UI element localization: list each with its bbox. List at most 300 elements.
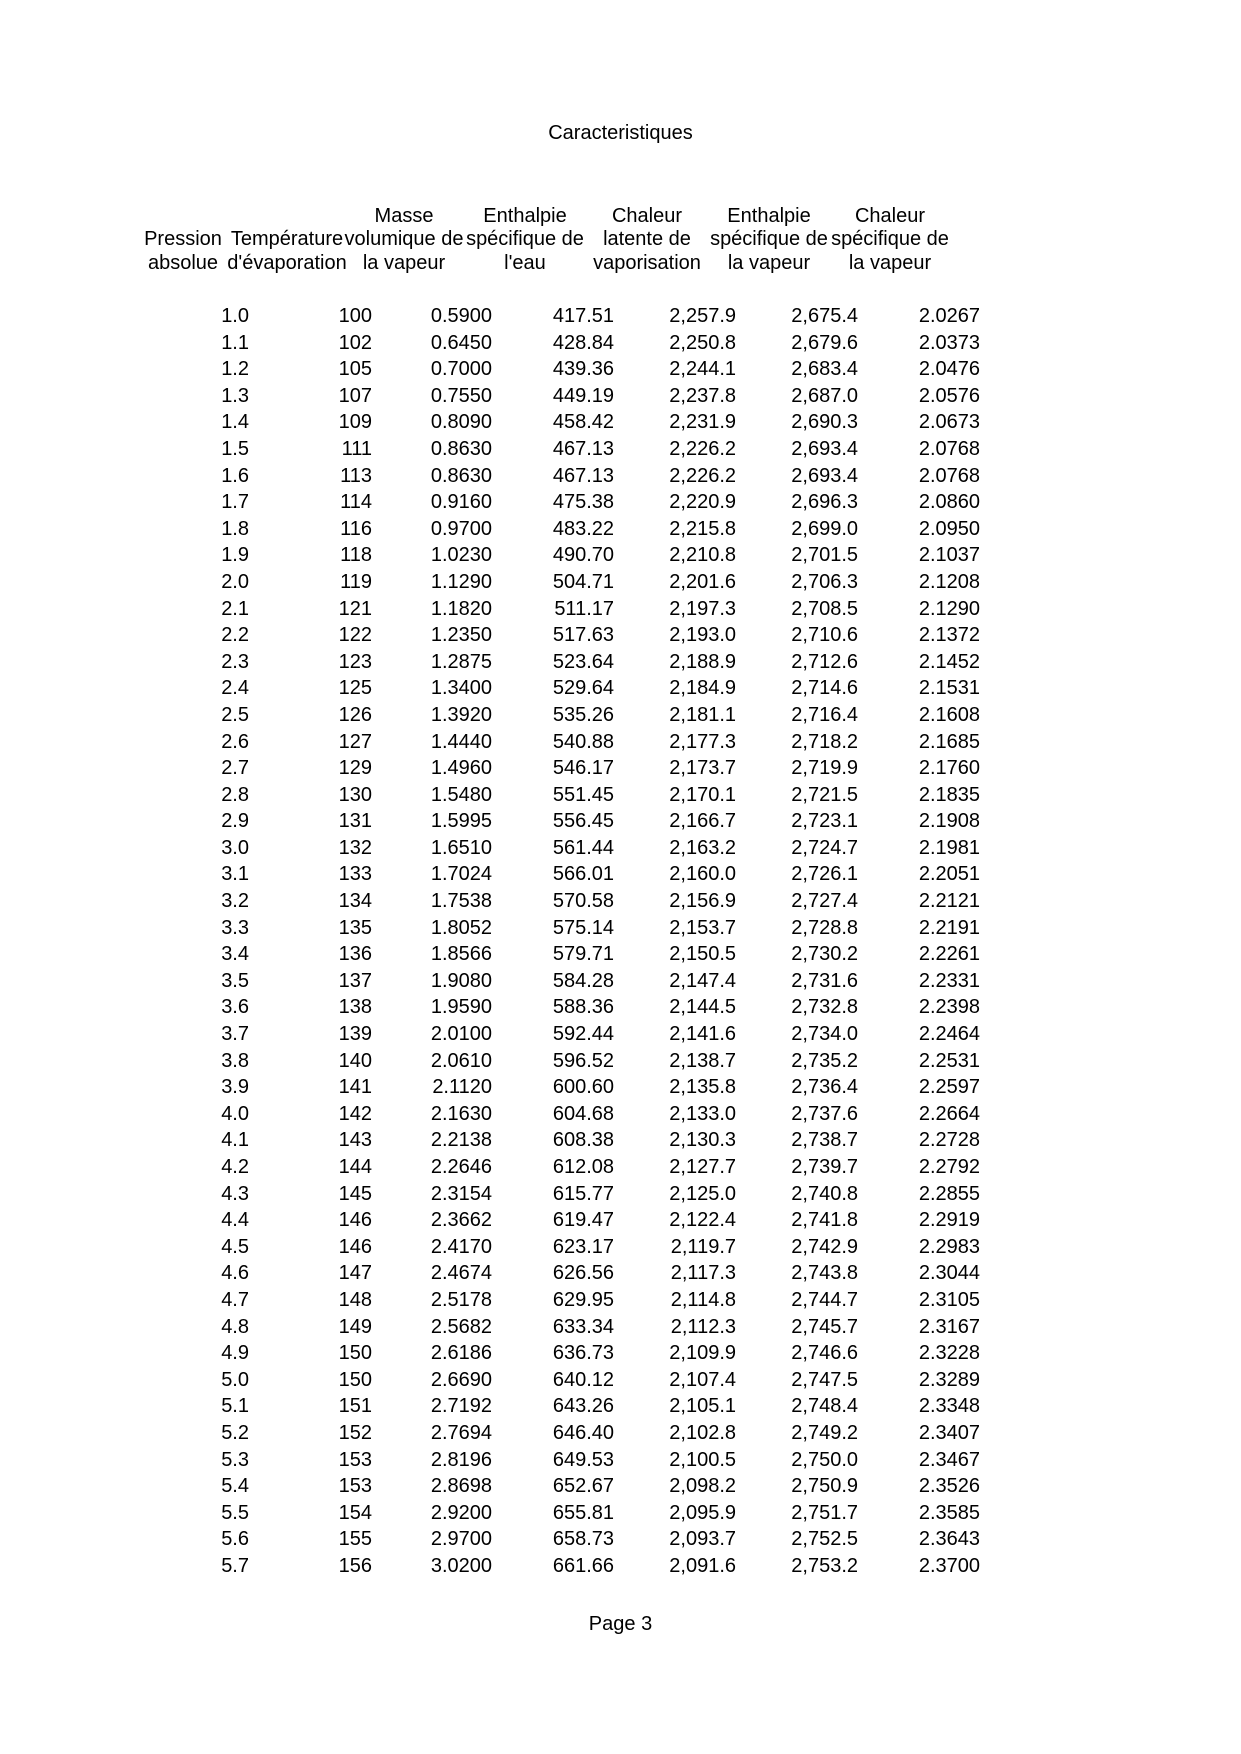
cell-pression: 1.9 [221, 544, 249, 567]
cell-chaleur-latente: 2,177.3 [669, 730, 736, 753]
cell-masse-volumique: 1.2875 [430, 650, 492, 673]
cell-masse-volumique: 3.0200 [430, 1554, 492, 1577]
cell-masse-volumique: 2.4170 [430, 1235, 492, 1258]
cell-temperature: 111 [341, 437, 372, 460]
cell-chaleur-latente: 2,144.5 [669, 996, 736, 1019]
cell-enthalpie-vapeur: 2,727.4 [791, 890, 858, 913]
cell-chaleur-specifique: 2.1835 [918, 783, 980, 806]
cell-temperature: 136 [338, 943, 372, 966]
table-row [132, 356, 1057, 383]
table-row [132, 1048, 1057, 1075]
cell-enthalpie-vapeur: 2,706.3 [791, 570, 858, 593]
table-row [132, 994, 1057, 1021]
cell-enthalpie-vapeur: 2,712.6 [791, 650, 858, 673]
cell-chaleur-specifique: 2.2919 [918, 1209, 980, 1232]
cell-pression: 1.1 [221, 331, 249, 354]
cell-enthalpie-eau: 661.66 [552, 1554, 614, 1577]
table-row [132, 915, 1057, 942]
cell-temperature: 144 [338, 1156, 372, 1178]
cell-pression: 5.7 [221, 1554, 249, 1577]
cell-enthalpie-vapeur: 2,730.2 [791, 943, 858, 966]
cell-chaleur-specifique: 2.1290 [918, 597, 980, 620]
cell-pression: 3.5 [221, 969, 249, 992]
cell-chaleur-specifique: 2.2597 [918, 1076, 980, 1099]
cell-enthalpie-eau: 439.36 [552, 358, 614, 381]
cell-enthalpie-eau: 596.52 [552, 1049, 614, 1072]
table-row [132, 1473, 1057, 1500]
table-row [132, 383, 1057, 410]
cell-enthalpie-eau: 467.13 [552, 464, 614, 487]
cell-temperature: 116 [340, 517, 372, 540]
cell-enthalpie-eau: 504.71 [552, 570, 614, 593]
cell-chaleur-latente: 2,100.5 [669, 1448, 736, 1471]
cell-enthalpie-vapeur: 2,748.4 [791, 1395, 858, 1418]
table-row [132, 1447, 1057, 1474]
cell-masse-volumique: 2.1120 [432, 1076, 492, 1099]
cell-chaleur-specifique: 2.1037 [918, 544, 980, 567]
table-row [132, 729, 1057, 756]
cell-masse-volumique: 0.6450 [430, 331, 492, 354]
cell-pression: 1.2 [221, 358, 249, 381]
table-row [132, 808, 1057, 835]
cell-temperature: 135 [338, 916, 372, 939]
cell-chaleur-specifique: 2.2792 [918, 1156, 980, 1178]
cell-pression: 4.8 [221, 1315, 249, 1338]
cell-enthalpie-eau: 570.58 [552, 890, 614, 913]
cell-enthalpie-vapeur: 2,752.5 [791, 1528, 858, 1551]
table-row [132, 1260, 1057, 1287]
cell-chaleur-specifique: 2.1908 [918, 810, 980, 833]
cell-chaleur-latente: 2,135.8 [669, 1076, 736, 1099]
cell-enthalpie-vapeur: 2,687.0 [791, 384, 858, 407]
cell-enthalpie-eau: 575.14 [552, 916, 614, 939]
table-row [132, 941, 1057, 968]
cell-enthalpie-vapeur: 2,734.0 [791, 1023, 858, 1046]
cell-chaleur-latente: 2,231.9 [669, 411, 736, 434]
table-row [132, 968, 1057, 995]
cell-chaleur-latente: 2,237.8 [669, 384, 736, 407]
cell-chaleur-specifique: 2.3348 [918, 1395, 980, 1418]
table-row [132, 489, 1057, 516]
table-row [132, 1393, 1057, 1420]
cell-chaleur-specifique: 2.2121 [918, 890, 980, 913]
cell-chaleur-specifique: 2.2464 [918, 1023, 980, 1046]
cell-enthalpie-eau: 546.17 [552, 757, 614, 780]
cell-chaleur-specifique: 2.3643 [918, 1528, 980, 1551]
cell-chaleur-latente: 2,125.0 [669, 1182, 736, 1205]
cell-chaleur-latente: 2,250.8 [669, 331, 736, 354]
cell-masse-volumique: 2.2138 [430, 1129, 492, 1152]
cell-enthalpie-eau: 592.44 [552, 1023, 614, 1046]
cell-enthalpie-eau: 561.44 [552, 836, 614, 859]
cell-chaleur-latente: 2,105.1 [669, 1395, 736, 1418]
cell-temperature: 153 [338, 1475, 372, 1498]
cell-chaleur-specifique: 2.2331 [918, 969, 980, 992]
cell-pression: 4.9 [221, 1342, 249, 1365]
cell-temperature: 156 [338, 1554, 372, 1577]
table-row [132, 888, 1057, 915]
cell-temperature: 151 [338, 1395, 372, 1418]
cell-masse-volumique: 0.8630 [430, 437, 492, 460]
cell-enthalpie-eau: 556.45 [552, 810, 614, 833]
cell-enthalpie-eau: 623.17 [552, 1235, 614, 1258]
cell-temperature: 146 [338, 1235, 372, 1258]
cell-temperature: 150 [338, 1342, 372, 1365]
table-row [132, 755, 1057, 782]
cell-enthalpie-vapeur: 2,741.8 [791, 1209, 858, 1232]
cell-temperature: 138 [338, 996, 372, 1019]
cell-masse-volumique: 1.9080 [430, 969, 492, 992]
cell-enthalpie-vapeur: 2,747.5 [791, 1368, 858, 1391]
cell-temperature: 154 [338, 1501, 372, 1524]
cell-pression: 1.3 [221, 384, 249, 407]
cell-chaleur-specifique: 2.3167 [918, 1315, 980, 1338]
cell-chaleur-latente: 2,210.8 [669, 544, 736, 567]
cell-enthalpie-vapeur: 2,724.7 [791, 836, 858, 859]
table-row [132, 1127, 1057, 1154]
cell-chaleur-specifique: 2.3585 [918, 1501, 980, 1524]
table-row [132, 516, 1057, 543]
cell-chaleur-specifique: 2.3105 [918, 1288, 980, 1311]
cell-chaleur-latente: 2,215.8 [669, 517, 736, 540]
cell-pression: 1.0 [221, 305, 249, 327]
cell-temperature: 121 [338, 597, 372, 620]
page-title: Caracteristiques [548, 122, 693, 144]
table-row [132, 436, 1057, 463]
cell-masse-volumique: 2.2646 [430, 1156, 492, 1178]
table-row [132, 1500, 1057, 1527]
cell-temperature: 126 [338, 703, 372, 726]
cell-temperature: 123 [338, 650, 372, 673]
table-row [132, 1021, 1057, 1048]
cell-enthalpie-vapeur: 2,731.6 [791, 969, 858, 992]
cell-enthalpie-eau: 604.68 [552, 1102, 614, 1125]
cell-pression: 2.4 [221, 677, 249, 700]
table-row [132, 675, 1057, 702]
cell-enthalpie-vapeur: 2,743.8 [791, 1262, 858, 1285]
cell-enthalpie-vapeur: 2,732.8 [791, 996, 858, 1019]
table-row [132, 1553, 1057, 1580]
cell-masse-volumique: 1.3920 [430, 703, 492, 726]
cell-pression: 2.6 [221, 730, 249, 753]
column-header-pression: Pression absolue [144, 228, 222, 274]
cell-chaleur-specifique: 2.0950 [918, 517, 980, 540]
cell-masse-volumique: 1.1820 [430, 597, 492, 620]
cell-temperature: 125 [338, 677, 372, 700]
cell-chaleur-latente: 2,160.0 [669, 863, 736, 886]
cell-temperature: 127 [338, 730, 372, 753]
cell-pression: 5.2 [221, 1421, 249, 1444]
cell-temperature: 109 [338, 411, 372, 434]
column-header-chaleur-specifique: Chaleur spécifique de la vapeur [831, 204, 949, 274]
table-row [132, 861, 1057, 888]
cell-temperature: 147 [338, 1262, 372, 1285]
cell-temperature: 129 [338, 757, 372, 780]
table-row [132, 1207, 1057, 1234]
cell-chaleur-specifique: 2.2855 [918, 1182, 980, 1205]
cell-temperature: 100 [338, 305, 372, 327]
cell-enthalpie-vapeur: 2,753.2 [791, 1554, 858, 1577]
cell-chaleur-specifique: 2.2531 [918, 1049, 980, 1072]
cell-chaleur-latente: 2,127.7 [669, 1156, 736, 1178]
cell-masse-volumique: 1.6510 [430, 836, 492, 859]
cell-masse-volumique: 0.5900 [430, 305, 492, 327]
cell-temperature: 132 [338, 836, 372, 859]
cell-temperature: 140 [338, 1049, 372, 1072]
cell-chaleur-latente: 2,102.8 [669, 1421, 736, 1444]
cell-masse-volumique: 2.5178 [430, 1288, 492, 1311]
cell-chaleur-latente: 2,138.7 [669, 1049, 736, 1072]
cell-pression: 2.0 [221, 570, 249, 593]
table-row [132, 596, 1057, 623]
cell-enthalpie-eau: 467.13 [552, 437, 614, 460]
cell-enthalpie-vapeur: 2,716.4 [791, 703, 858, 726]
cell-temperature: 119 [340, 570, 372, 593]
cell-pression: 1.8 [221, 517, 249, 540]
cell-chaleur-latente: 2,109.9 [669, 1342, 736, 1365]
cell-masse-volumique: 1.8052 [430, 916, 492, 939]
cell-temperature: 155 [338, 1528, 372, 1551]
cell-enthalpie-vapeur: 2,739.7 [791, 1156, 858, 1178]
cell-chaleur-latente: 2,119.7 [670, 1235, 736, 1258]
cell-pression: 2.2 [221, 624, 249, 647]
cell-pression: 4.7 [221, 1288, 249, 1311]
cell-enthalpie-eau: 523.64 [552, 650, 614, 673]
cell-masse-volumique: 2.7192 [430, 1395, 492, 1418]
cell-masse-volumique: 1.5480 [430, 783, 492, 806]
cell-chaleur-specifique: 2.3526 [918, 1475, 980, 1498]
data-table [132, 303, 1057, 1580]
cell-chaleur-latente: 2,133.0 [669, 1102, 736, 1125]
cell-enthalpie-eau: 619.47 [552, 1209, 614, 1232]
cell-pression: 1.6 [221, 464, 249, 487]
cell-enthalpie-vapeur: 2,749.2 [791, 1421, 858, 1444]
cell-chaleur-specifique: 2.3289 [918, 1368, 980, 1391]
cell-enthalpie-eau: 475.38 [552, 491, 614, 514]
cell-pression: 5.4 [221, 1475, 249, 1498]
cell-temperature: 148 [338, 1288, 372, 1311]
cell-temperature: 113 [340, 464, 372, 487]
cell-masse-volumique: 1.4960 [430, 757, 492, 780]
cell-chaleur-latente: 2,114.8 [670, 1288, 736, 1311]
cell-enthalpie-vapeur: 2,746.6 [791, 1342, 858, 1365]
cell-enthalpie-eau: 458.42 [552, 411, 614, 434]
cell-chaleur-latente: 2,150.5 [669, 943, 736, 966]
table-row [132, 782, 1057, 809]
cell-chaleur-latente: 2,156.9 [669, 890, 736, 913]
cell-enthalpie-vapeur: 2,745.7 [791, 1315, 858, 1338]
cell-enthalpie-eau: 584.28 [552, 969, 614, 992]
table-row [132, 1420, 1057, 1447]
cell-enthalpie-vapeur: 2,744.7 [791, 1288, 858, 1311]
cell-enthalpie-eau: 600.60 [552, 1076, 614, 1099]
cell-enthalpie-eau: 626.56 [552, 1262, 614, 1285]
cell-masse-volumique: 2.9700 [430, 1528, 492, 1551]
cell-enthalpie-vapeur: 2,683.4 [791, 358, 858, 381]
cell-masse-volumique: 2.7694 [430, 1421, 492, 1444]
cell-enthalpie-eau: 517.63 [552, 624, 614, 647]
cell-pression: 3.4 [221, 943, 249, 966]
cell-enthalpie-eau: 449.19 [552, 384, 614, 407]
cell-enthalpie-eau: 649.53 [552, 1448, 614, 1471]
cell-pression: 4.1 [221, 1129, 249, 1152]
cell-chaleur-specifique: 2.1981 [918, 836, 980, 859]
cell-chaleur-latente: 2,201.6 [669, 570, 736, 593]
cell-temperature: 122 [338, 624, 372, 647]
cell-enthalpie-eau: 529.64 [552, 677, 614, 700]
cell-chaleur-latente: 2,130.3 [669, 1129, 736, 1152]
cell-chaleur-specifique: 2.0860 [918, 491, 980, 514]
cell-enthalpie-eau: 629.95 [552, 1288, 614, 1311]
cell-chaleur-latente: 2,181.1 [669, 703, 736, 726]
cell-enthalpie-vapeur: 2,679.6 [791, 331, 858, 354]
cell-temperature: 133 [338, 863, 372, 886]
cell-enthalpie-eau: 612.08 [552, 1156, 614, 1178]
cell-masse-volumique: 2.5682 [430, 1315, 492, 1338]
cell-pression: 2.7 [221, 757, 249, 780]
cell-enthalpie-eau: 428.84 [552, 331, 614, 354]
cell-chaleur-latente: 2,220.9 [669, 491, 736, 514]
cell-chaleur-specifique: 2.2728 [918, 1129, 980, 1152]
cell-chaleur-latente: 2,257.9 [669, 305, 736, 327]
cell-masse-volumique: 0.8630 [430, 464, 492, 487]
table-row [132, 1314, 1057, 1341]
cell-masse-volumique: 1.7024 [430, 863, 492, 886]
cell-enthalpie-vapeur: 2,735.2 [791, 1049, 858, 1072]
cell-masse-volumique: 2.8698 [430, 1475, 492, 1498]
cell-chaleur-specifique: 2.0476 [918, 358, 980, 381]
cell-enthalpie-eau: 535.26 [552, 703, 614, 726]
cell-temperature: 118 [340, 544, 372, 567]
cell-enthalpie-eau: 643.26 [552, 1395, 614, 1418]
cell-temperature: 107 [338, 384, 372, 407]
table-row [132, 1154, 1057, 1181]
cell-masse-volumique: 2.3662 [430, 1209, 492, 1232]
cell-chaleur-latente: 2,153.7 [669, 916, 736, 939]
cell-pression: 3.9 [221, 1076, 249, 1099]
cell-enthalpie-vapeur: 2,718.2 [791, 730, 858, 753]
cell-temperature: 150 [338, 1368, 372, 1391]
cell-enthalpie-vapeur: 2,740.8 [791, 1182, 858, 1205]
cell-pression: 2.9 [221, 810, 249, 833]
cell-enthalpie-vapeur: 2,723.1 [791, 810, 858, 833]
cell-enthalpie-eau: 652.67 [552, 1475, 614, 1498]
cell-masse-volumique: 0.7550 [430, 384, 492, 407]
cell-chaleur-specifique: 2.3407 [918, 1421, 980, 1444]
cell-enthalpie-eau: 511.17 [554, 597, 614, 620]
cell-enthalpie-vapeur: 2,714.6 [791, 677, 858, 700]
table-row [132, 702, 1057, 729]
cell-masse-volumique: 0.9700 [430, 517, 492, 540]
cell-pression: 3.1 [221, 863, 249, 886]
page-number: Page 3 [588, 1613, 653, 1635]
cell-chaleur-specifique: 2.0768 [918, 464, 980, 487]
cell-chaleur-specifique: 2.1531 [918, 677, 980, 700]
cell-masse-volumique: 1.1290 [430, 570, 492, 593]
cell-temperature: 134 [338, 890, 372, 913]
cell-chaleur-latente: 2,095.9 [669, 1501, 736, 1524]
cell-temperature: 137 [338, 969, 372, 992]
cell-chaleur-specifique: 2.1608 [918, 703, 980, 726]
cell-enthalpie-eau: 646.40 [552, 1421, 614, 1444]
cell-pression: 2.5 [221, 703, 249, 726]
cell-enthalpie-vapeur: 2,701.5 [791, 544, 858, 567]
cell-enthalpie-vapeur: 2,742.9 [791, 1235, 858, 1258]
table-row [132, 1287, 1057, 1314]
cell-enthalpie-eau: 551.45 [552, 783, 614, 806]
table-row [132, 835, 1057, 862]
cell-temperature: 142 [338, 1102, 372, 1125]
cell-enthalpie-vapeur: 2,750.9 [791, 1475, 858, 1498]
cell-enthalpie-eau: 540.88 [552, 730, 614, 753]
cell-pression: 3.2 [221, 890, 249, 913]
cell-temperature: 131 [338, 810, 372, 833]
cell-enthalpie-vapeur: 2,699.0 [791, 517, 858, 540]
cell-pression: 5.3 [221, 1448, 249, 1471]
cell-pression: 4.6 [221, 1262, 249, 1285]
cell-temperature: 153 [338, 1448, 372, 1471]
column-header-enthalpie-eau: Enthalpie spécifique de l'eau [466, 204, 584, 274]
cell-temperature: 105 [338, 358, 372, 381]
cell-enthalpie-eau: 490.70 [552, 544, 614, 567]
cell-enthalpie-eau: 658.73 [552, 1528, 614, 1551]
cell-chaleur-specifique: 2.0267 [918, 305, 980, 327]
cell-chaleur-specifique: 2.2398 [918, 996, 980, 1019]
cell-chaleur-latente: 2,193.0 [669, 624, 736, 647]
cell-masse-volumique: 2.0100 [430, 1023, 492, 1046]
table-row [132, 1367, 1057, 1394]
cell-chaleur-latente: 2,098.2 [669, 1475, 736, 1498]
cell-enthalpie-vapeur: 2,721.5 [791, 783, 858, 806]
column-header-chaleur-latente: Chaleur latente de vaporisation [593, 204, 701, 274]
cell-masse-volumique: 2.8196 [430, 1448, 492, 1471]
table-row [132, 330, 1057, 357]
cell-chaleur-specifique: 2.2261 [918, 943, 980, 966]
cell-enthalpie-eau: 588.36 [552, 996, 614, 1019]
cell-temperature: 139 [338, 1023, 372, 1046]
cell-chaleur-specifique: 2.1685 [918, 730, 980, 753]
table-row [132, 1101, 1057, 1128]
cell-enthalpie-eau: 655.81 [552, 1501, 614, 1524]
cell-enthalpie-vapeur: 2,708.5 [791, 597, 858, 620]
cell-enthalpie-vapeur: 2,719.9 [791, 757, 858, 780]
cell-enthalpie-vapeur: 2,690.3 [791, 411, 858, 434]
cell-pression: 5.1 [221, 1395, 249, 1418]
cell-masse-volumique: 2.6186 [430, 1342, 492, 1365]
cell-enthalpie-eau: 566.01 [552, 863, 614, 886]
cell-enthalpie-vapeur: 2,693.4 [791, 437, 858, 460]
cell-pression: 2.3 [221, 650, 249, 673]
cell-enthalpie-eau: 483.22 [552, 517, 614, 540]
cell-chaleur-latente: 2,184.9 [669, 677, 736, 700]
cell-enthalpie-vapeur: 2,750.0 [791, 1448, 858, 1471]
cell-masse-volumique: 1.7538 [430, 890, 492, 913]
cell-enthalpie-vapeur: 2,726.1 [791, 863, 858, 886]
cell-chaleur-specifique: 2.3228 [918, 1342, 980, 1365]
cell-chaleur-specifique: 2.3044 [918, 1262, 980, 1285]
cell-masse-volumique: 0.7000 [430, 358, 492, 381]
cell-enthalpie-eau: 608.38 [552, 1129, 614, 1152]
cell-chaleur-latente: 2,188.9 [669, 650, 736, 673]
column-header-temperature: Température d'évaporation [227, 228, 347, 274]
cell-chaleur-specifique: 2.1452 [918, 650, 980, 673]
cell-masse-volumique: 1.3400 [430, 677, 492, 700]
table-row [132, 1526, 1057, 1553]
cell-enthalpie-eau: 636.73 [552, 1342, 614, 1365]
cell-pression: 3.3 [221, 916, 249, 939]
cell-pression: 2.1 [221, 597, 249, 620]
cell-pression: 5.5 [221, 1501, 249, 1524]
